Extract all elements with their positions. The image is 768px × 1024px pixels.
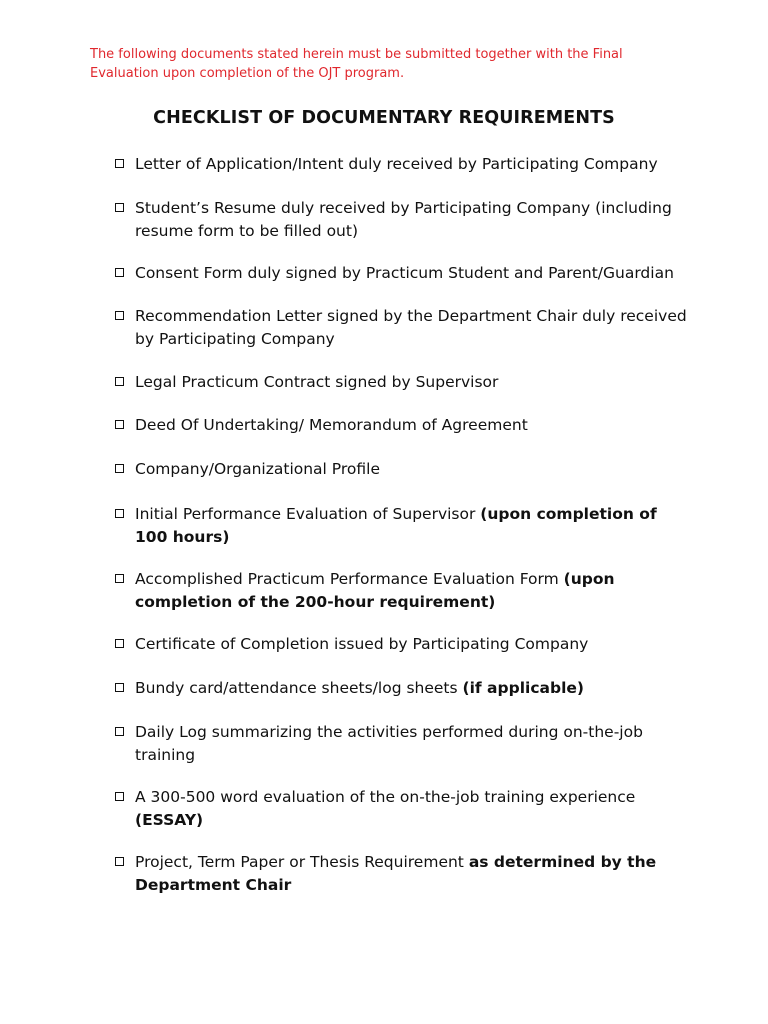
- item-emphasis: (upon completion of 100 hours): [135, 505, 657, 546]
- checklist-item: [114, 721, 694, 767]
- item-text: Daily Log summarizing the activities performed during on-the-job training: [135, 723, 643, 764]
- checklist-item: [114, 786, 694, 832]
- item-text: Accomplished Practicum Performance Evaluation Form: [135, 570, 564, 588]
- checklist-item: [114, 153, 694, 176]
- checklist-item: [114, 262, 694, 285]
- item-text: Letter of Application/Intent duly received by Participating Company: [135, 155, 658, 173]
- checkbox-icon[interactable]: [115, 464, 124, 473]
- item-text: Initial Performance Evaluation of Supervisor: [135, 505, 481, 523]
- checklist-item: [114, 851, 694, 897]
- item-text: Project, Term Paper or Thesis Requirement: [135, 853, 469, 871]
- page-title: CHECKLIST OF DOCUMENTARY REQUIREMENTS: [153, 108, 615, 128]
- checkbox-icon[interactable]: [115, 159, 124, 168]
- item-text: Company/Organizational Profile: [135, 460, 380, 478]
- checkbox-icon[interactable]: [115, 727, 124, 736]
- item-text: Deed Of Undertaking/ Memorandum of Agreement: [135, 416, 528, 434]
- checkbox-icon[interactable]: [115, 683, 124, 692]
- checklist-item: [114, 677, 694, 700]
- checkbox-icon[interactable]: [115, 792, 124, 801]
- checkbox-icon[interactable]: [115, 857, 124, 866]
- item-text: Recommendation Letter signed by the Department Chair duly received by Participating Company: [135, 307, 687, 348]
- item-emphasis: as determined by the Department Chair: [135, 853, 657, 894]
- checkbox-icon[interactable]: [115, 420, 124, 429]
- checklist-item: [114, 197, 694, 243]
- checklist-item: [114, 371, 694, 394]
- item-text: Bundy card/attendance sheets/log sheets: [135, 679, 463, 697]
- checkbox-icon[interactable]: [115, 509, 124, 518]
- checkbox-icon[interactable]: [115, 377, 124, 386]
- checklist-item: [114, 503, 694, 549]
- item-text: Consent Form duly signed by Practicum Student and Parent/Guardian: [135, 264, 674, 282]
- checkbox-icon[interactable]: [115, 311, 124, 320]
- item-emphasis: (upon completion of the 200-hour requirement): [135, 570, 615, 611]
- checklist-item: [114, 568, 694, 614]
- checklist-item: [114, 633, 694, 656]
- checkbox-icon[interactable]: [115, 574, 124, 583]
- item-text: Student’s Resume duly received by Participating Company (including resume form to be filled out): [135, 199, 672, 240]
- item-text: Certificate of Completion issued by Participating Company: [135, 635, 589, 653]
- item-emphasis: (ESSAY): [135, 811, 204, 829]
- item-emphasis: (if applicable): [462, 679, 584, 697]
- checklist-item: [114, 305, 694, 351]
- checklist-item: [114, 458, 694, 481]
- checkbox-icon[interactable]: [115, 268, 124, 277]
- checklist-item: [114, 414, 694, 437]
- checkbox-icon[interactable]: [115, 639, 124, 648]
- submission-notice: The following documents stated herein must be submitted together with the Final Evaluation upon completion of the OJT program.: [90, 47, 623, 81]
- checkbox-icon[interactable]: [115, 203, 124, 212]
- item-text: A 300-500 word evaluation of the on-the-job training experience: [135, 788, 636, 806]
- item-text: Legal Practicum Contract signed by Supervisor: [135, 373, 499, 391]
